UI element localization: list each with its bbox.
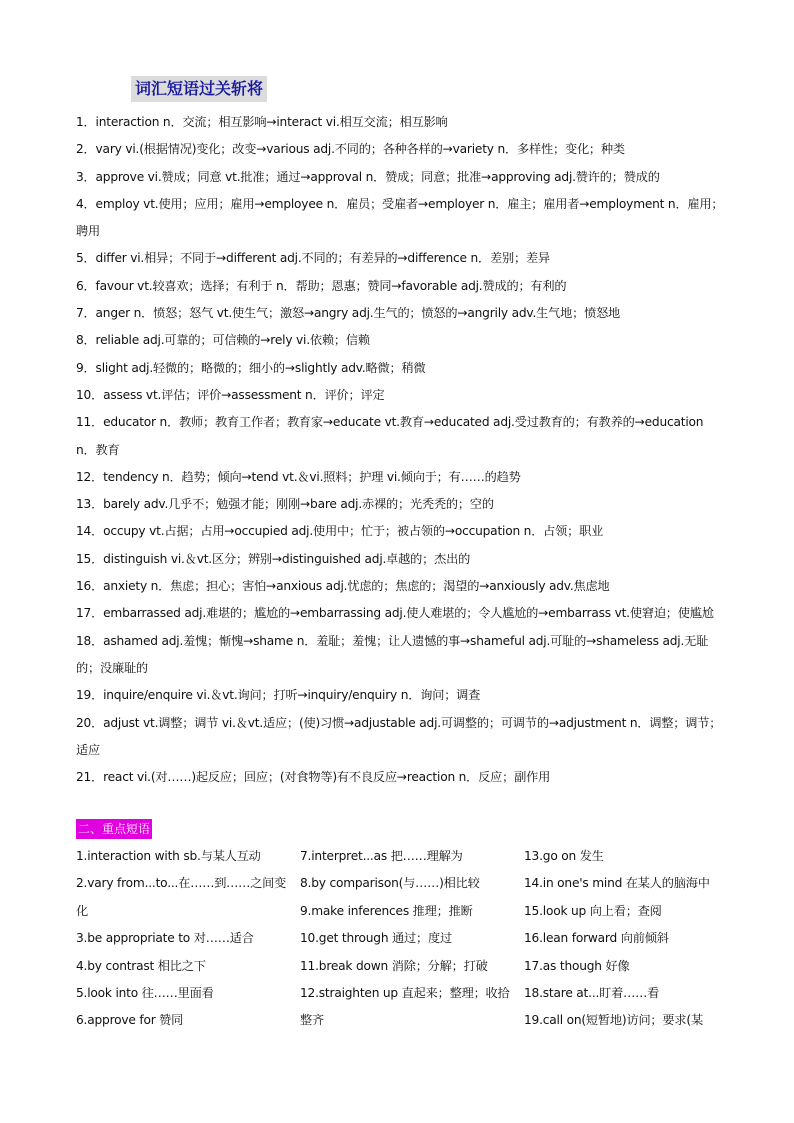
phrase-item: 15.look up 向上看；查阅 — [524, 903, 662, 918]
phrase-item: 2.vary from...to...在……到……之间变化 — [76, 876, 287, 918]
vocab-entry-10: 10．assess vt.评估；评价→assessment n．评价；评定 — [76, 387, 385, 402]
phrase-item: 1.interaction with sb.与某人互动 — [76, 849, 261, 863]
phrase-item: 14.in one's mind 在某人的脑海中 — [524, 876, 710, 891]
phrase-item: 4.by contrast 相比之下 — [76, 958, 206, 973]
vocab-entry-20: 20．adjust vt.调整；调节 vi.＆vt.适应；(使)习惯→adjustable adj.可调整的；可调节的→adjustment n．调整；调节；适应 — [76, 715, 722, 757]
phrase-column-3 — [524, 843, 734, 1035]
section-title: 词汇短语过关斩将 — [131, 76, 267, 102]
vocab-entry-16: 16．anxiety n．焦虑；担心；害怕→anxious adj.忧虑的；焦虑的；渴望的→anxiously adv.焦虑地 — [76, 579, 610, 594]
phrase-item: 8.by comparison(与……)相比较 — [300, 876, 480, 891]
phrase-item: 5.look into 往……里面看 — [76, 986, 214, 1001]
vocab-entry-4: 4．employ vt.使用；应用；雇用→employee n．雇员；受雇者→employer n．雇主；雇用者→employment n．雇用；聘用 — [76, 196, 724, 239]
phrase-item: 11.break down 消除；分解；打破 — [300, 958, 488, 973]
phrase-column-1 — [76, 843, 291, 1035]
vocab-entry-2: 2．vary vi.(根据情况)变化；改变→various adj.不同的；各种各样的→variety n．多样性；变化；种类 — [76, 142, 625, 157]
vocab-entry-21: 21．react vi.(对……)起反应；回应；(对食物等)有不良反应→reaction n．反应；副作用 — [76, 770, 551, 785]
phrase-column-2 — [300, 843, 515, 1035]
vocab-entry-17: 17．embarrassed adj.难堪的；尴尬的→embarrassing adj.使人难堪的；令人尴尬的→embarrass vt.使窘迫；使尴尬 — [76, 606, 714, 621]
vocab-entry-13: 13．barely adv.几乎不；勉强才能；刚刚→bare adj.赤裸的；光秃秃的；空的 — [76, 497, 494, 512]
phrase-item: 18.stare at...盯着……看 — [524, 986, 660, 1001]
vocab-entry-1: 1．interaction n．交流；相互影响→interact vi.相互交流；相互影响 — [76, 115, 448, 129]
vocab-entry-7: 7．anger n．愤怒；怒气 vt.使生气；激怒→angry adj.生气的；愤怒的→angrily adv.生气地；愤怒地 — [76, 306, 621, 321]
vocab-entry-11: 11．educator n．教师；教育工作者；教育家→educate vt.教育→educated adj.受过教育的；有教养的→education n．教育 — [76, 415, 704, 457]
phrase-item: 7.interpret...as 把……理解为 — [300, 849, 463, 863]
phrase-item: 10.get through 通过；度过 — [300, 931, 452, 946]
vocab-entry-5: 5．differ vi.相异；不同于→different adj.不同的；有差异的→difference n．差别；差异 — [76, 251, 550, 266]
vocab-entry-6: 6．favour vt.较喜欢；选择；有利于 n．帮助；恩惠；赞同→favorable adj.赞成的；有利的 — [76, 278, 567, 293]
key-phrases-table — [76, 843, 726, 1043]
phrase-item: 13.go on 发生 — [524, 849, 604, 863]
phrase-item: 16.lean forward 向前倾斜 — [524, 931, 669, 946]
vocab-entry-8: 8．reliable adj.可靠的；可信赖的→rely vi.依赖；信赖 — [76, 333, 370, 348]
vocab-entry-15: 15．distinguish vi.＆vt.区分；辨别→distinguished adj.卓越的；杰出的 — [76, 551, 471, 566]
phrase-item: 17.as though 好像 — [524, 958, 630, 973]
vocabulary-list — [76, 109, 724, 791]
phrase-item: 19.call on(短暂地)访问；要求(某 — [524, 1013, 703, 1028]
vocab-entry-12: 12．tendency n．趋势；倾向→tend vt.＆vi.照料；护理 vi.倾向于；有……的趋势 — [76, 469, 521, 484]
vocab-entry-3: 3．approve vi.赞成；同意 vt.批准；通过→approval n．赞成；同意；批准→approving adj.赞许的；赞成的 — [76, 169, 660, 184]
vocab-entry-9: 9．slight adj.轻微的；略微的；细小的→slightly adv.略微；稍微 — [76, 360, 426, 375]
phrase-item: 9.make inferences 推理；推断 — [300, 903, 473, 918]
phrase-item: 12.straighten up 直起来；整理；收拾整齐 — [300, 986, 510, 1028]
vocab-entry-18: 18．ashamed adj.羞愧；惭愧→shame n．羞耻；羞愧；让人遗憾的事→shameful adj.可耻的→shameless adj.无耻的；没廉耻的 — [76, 633, 709, 675]
vocab-entry-14: 14．occupy vt.占据；占用→occupied adj.使用中；忙于；被占领的→occupation n．占领；职业 — [76, 524, 604, 539]
key-phrases-label: 二、重点短语 — [76, 819, 152, 839]
phrase-item: 3.be appropriate to 对……适合 — [76, 931, 254, 946]
vocab-entry-19: 19．inquire/enquire vi.＆vt.询问；打听→inquiry/enquiry n．询问；调查 — [76, 688, 481, 703]
phrase-item: 6.approve for 赞同 — [76, 1013, 184, 1028]
